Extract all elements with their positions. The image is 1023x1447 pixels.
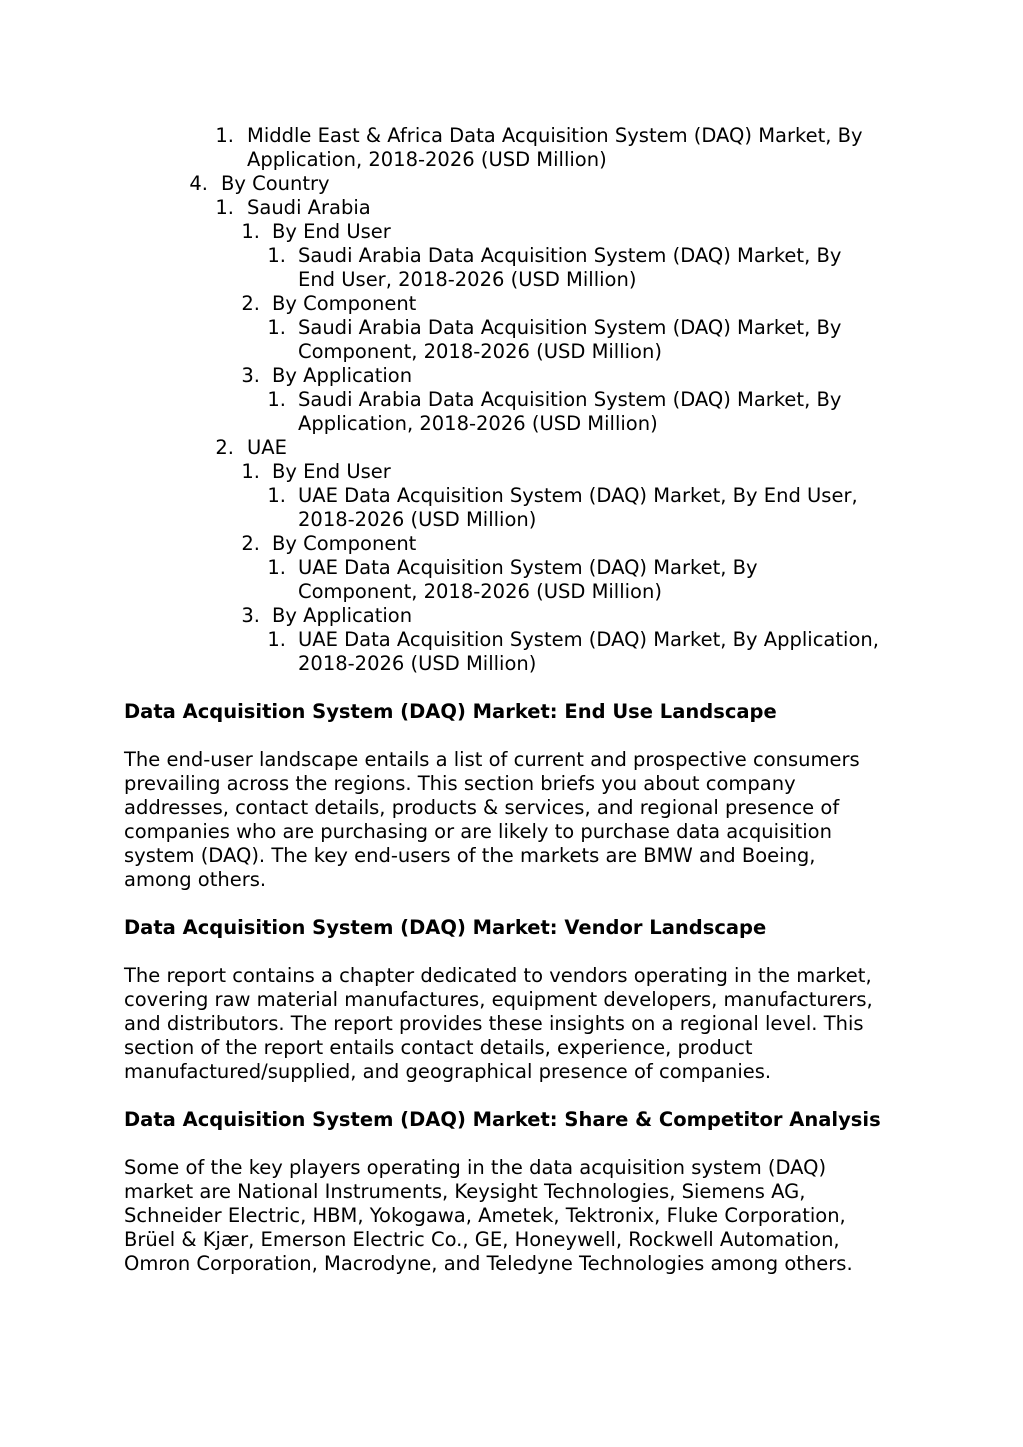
outline-number: 1. — [215, 196, 234, 219]
outline-text: Saudi Arabia Data Acquisition System (DAQ) Market, By — [298, 244, 842, 267]
outline-text: By Country — [221, 172, 330, 195]
outline-text: By Application — [272, 364, 413, 387]
outline-number: 1. — [215, 124, 234, 147]
section-heading-competitor: Data Acquisition System (DAQ) Market: Share & Competitor Analysis — [124, 1108, 881, 1131]
outline-text: Middle East & Africa Data Acquisition System (DAQ) Market, By — [247, 124, 863, 147]
outline-number: 1. — [267, 244, 286, 267]
outline-number: 1. — [267, 628, 286, 651]
outline-number: 1. — [267, 556, 286, 579]
outline-number: 4. — [189, 172, 208, 195]
section-body-vendor: The report contains a chapter dedicated to vendors operating in the market, covering raw material manufactures, equipment developers, manufacturers, and distributors. The report provides these insights on a regional level. This section of the report entails contact details, experience, product manufactured/supplied, and geographical presence of companies. — [124, 964, 873, 1083]
outline-text: By Component — [272, 292, 417, 315]
outline-number: 2. — [241, 532, 260, 555]
outline-text: Saudi Arabia Data Acquisition System (DAQ) Market, By — [298, 316, 842, 339]
outline-text: UAE — [247, 436, 287, 459]
outline-text: Saudi Arabia Data Acquisition System (DAQ) Market, By — [298, 388, 842, 411]
outline-text: Saudi Arabia — [247, 196, 371, 219]
outline-number: 1. — [241, 460, 260, 483]
section-body-competitor: Some of the key players operating in the data acquisition system (DAQ) market are National Instruments, Keysight Technologies, Siemens AG, Schneider Electric, HBM, Yokogawa, Ametek, Tektronix, Fluke Corporation, Brüel & Kjær, Emerson Electric Co., GE, Honeywell, Rockwell Automation, Omron Corporation, Macrodyne, and Teledyne Technologies among others. — [124, 1156, 853, 1275]
outline-text: By End User — [272, 460, 391, 483]
section-body-end-use: The end-user landscape entails a list of current and prospective consumers prevailing across the regions. This section briefs you about company addresses, contact details, products & services, and regional presence of companies who are purchasing or are likely to purchase data acquisition system (DAQ). The key end-users of the markets are BMW and Boeing, among others. — [124, 748, 860, 891]
outline-text: By Application — [272, 604, 413, 627]
outline-number: 1. — [267, 316, 286, 339]
outline-text: UAE Data Acquisition System (DAQ) Market, By End User, — [298, 484, 858, 507]
outline-text: By Component — [272, 532, 417, 555]
outline-number: 2. — [241, 292, 260, 315]
section-heading-vendor: Data Acquisition System (DAQ) Market: Vendor Landscape — [124, 916, 767, 939]
outline-number: 2. — [215, 436, 234, 459]
document-page: 1. Middle East & Africa Data Acquisition System (DAQ) Market, By Application, 2018-2026 (USD Million) 4. By Country 1. Saudi Arabia 1. By End User 1. Saudi Arabia Data Acquisition System (DAQ) Market, By End User, 2018-2026 (USD Million) 2. By Component 1. Saudi Arabia Data Acquisition System (DAQ) Market, By Component, 2018-2026 (USD Million) 3. By Application 1. Saudi Arabia Data Acquisition System (DAQ) Market, By Application, 2018-2026 (USD Million) 2. UAE 1. By End User 1. UAE Data Acquisition System (DAQ) Market, By End User, 2018-2026 (USD Million) 2. By Component 1. UAE Data Acquisition System (DAQ) Market, By Component, 2018-2026 (USD Million) 3. By Application 1. UAE Data Acquisition System (DAQ) Market, By Application, 2018-2026 (USD Million) Data Acquisition System (DAQ) Market: End Use Landscape The end-user landscape entails a list of current and prospective consumers prevailing across the regions. This section briefs you about company addresses, contact details, products & services, and regional presence of companies who are purchasing or are likely to purchase data acquisition system (DAQ). The key end-users of the markets are BMW and Boeing, among others. Data Acquisition System (DAQ) Market: Vendor Landscape The report contains a chapter dedicated to vendors operating in the market, covering raw material manufactures, equipment developers, manufacturers, and distributors. The report provides these insights on a regional level. This section of the report entails contact details, experience, product manufactured/supplied, and geographical presence of companies. Data Acquisition System (DAQ) Market: Share & Competitor Analysis Some of the key players operating in the data acquisition system (DAQ) market are National Instruments, Keysight Technologies, Siemens AG, Schneider Electric, HBM, Yokogawa, Ametek, Tektronix, Fluke Corporation, Brüel & Kjær, Emerson Electric Co., GE, Honeywell, Rockwell Automation, Omron Corporation, Macrodyne, and Teledyne Technologies among others. — [0, 0, 1023, 1447]
outline-text: By End User — [272, 220, 391, 243]
section-heading-end-use: Data Acquisition System (DAQ) Market: End Use Landscape — [124, 700, 777, 723]
outline-text: UAE Data Acquisition System (DAQ) Market, By Application, — [298, 628, 879, 651]
outline-number: 1. — [241, 220, 260, 243]
outline-text: UAE Data Acquisition System (DAQ) Market, By — [298, 556, 758, 579]
outline-number: 3. — [241, 364, 260, 387]
outline-number: 3. — [241, 604, 260, 627]
outline-number: 1. — [267, 388, 286, 411]
outline-number: 1. — [267, 484, 286, 507]
